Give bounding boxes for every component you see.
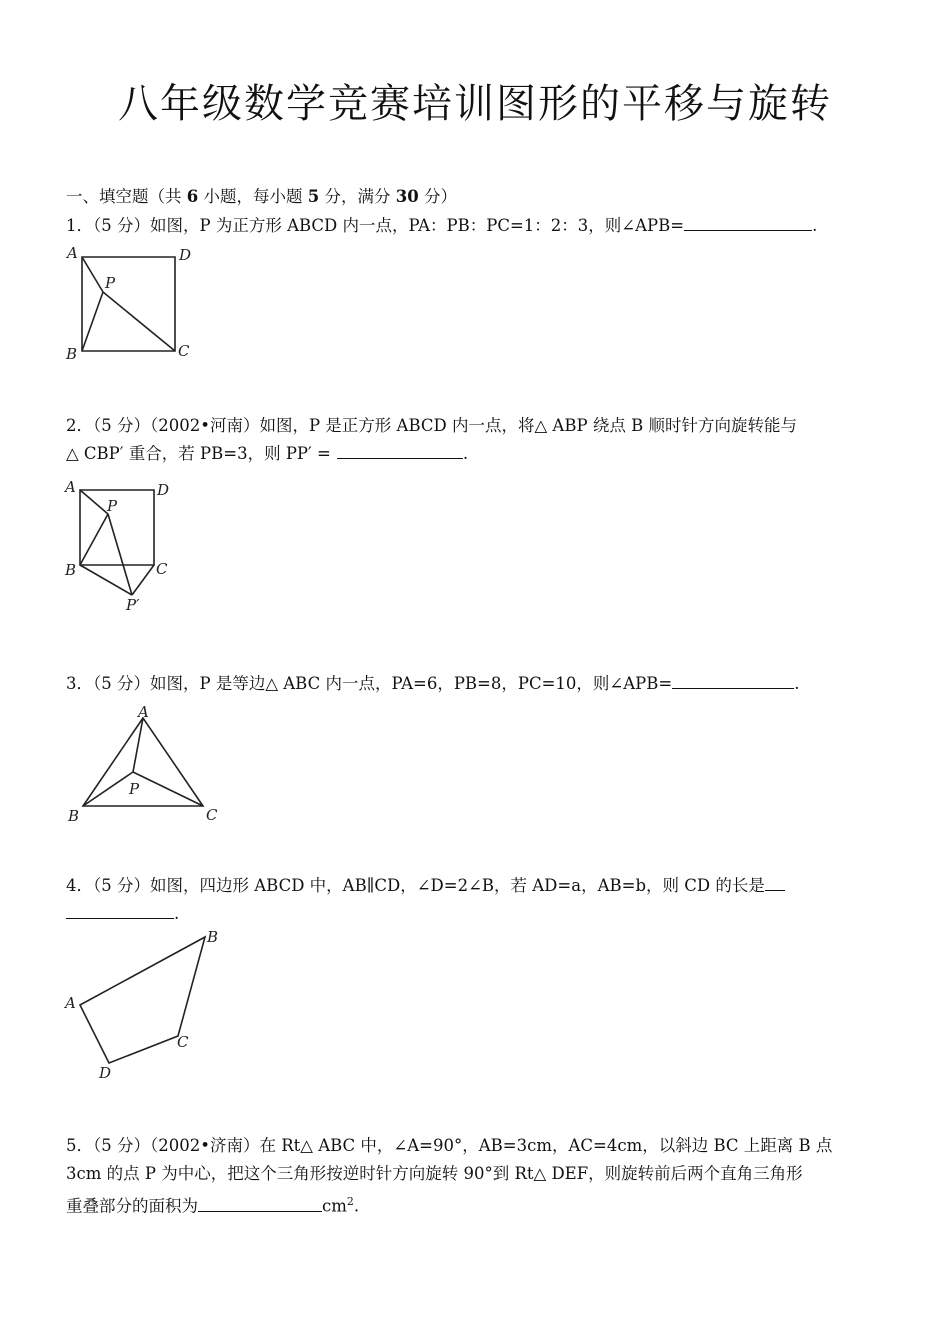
question-2 [66, 412, 886, 468]
segment-pc [103, 292, 175, 351]
unit-exponent: 2 [346, 1195, 354, 1208]
label-b: B [66, 345, 78, 363]
label-b: B [68, 807, 80, 825]
question-2-line-2 [66, 440, 886, 468]
segment-pb [82, 292, 103, 351]
label-b: B [207, 928, 219, 946]
segment-pa [82, 257, 103, 292]
label-a: A [138, 703, 149, 721]
answer-blank-4a[interactable] [765, 872, 785, 891]
answer-blank-3[interactable] [672, 670, 794, 689]
figure-1-square [60, 244, 210, 364]
question-4-end: . [174, 904, 180, 923]
label-c: C [178, 342, 190, 360]
section-mid2: 分，满分 [324, 187, 391, 206]
section-heading [66, 183, 457, 207]
question-2-end: . [462, 444, 469, 463]
page-title: 八年级数学竞赛培训图形的平移与旋转 [118, 81, 832, 127]
question-5-line-3 [66, 1188, 886, 1221]
segment-cp-prime [132, 565, 154, 595]
answer-blank-1[interactable] [684, 212, 812, 231]
figure-3-triangle [60, 700, 230, 830]
unit-cm: cm [322, 1196, 347, 1216]
section-prefix: 一、填空题（共 [66, 187, 182, 206]
answer-blank-2[interactable] [337, 440, 463, 459]
label-d: D [179, 246, 192, 264]
question-4 [66, 872, 886, 928]
label-b: B [65, 561, 77, 579]
figure-4-quadrilateral [60, 924, 240, 1084]
square-abcd [82, 257, 175, 351]
answer-blank-5[interactable] [198, 1193, 322, 1212]
question-3 [66, 670, 886, 698]
question-1-text: 1．（5 分）如图，P 为正方形 ABCD 内一点，PA：PB：PC=1：2：3，则∠APB= [66, 216, 685, 235]
question-1-end: . [812, 216, 818, 235]
question-5-line-2: 3cm 的点 P 为中心，把这个三角形按逆时针方向旋转 90°到 Rt△ DEF，则旋转前后两个直角三角形 [66, 1164, 803, 1183]
question-4-line-1 [66, 872, 886, 900]
question-4-text: 4．（5 分）如图，四边形 ABCD 中，AB∥CD，∠D=2∠B，若 AD=a，AB=b，则 CD 的长是 [66, 876, 765, 895]
section-total: 30 [395, 187, 419, 206]
label-a: A [65, 478, 76, 496]
label-c: C [177, 1033, 189, 1051]
question-5-line-1: 5．（5 分）（2002•济南）在 Rt△ ABC 中，∠A=90°，AB=3cm，AC=4cm，以斜边 BC 上距离 B 点 [66, 1136, 833, 1155]
section-suffix: 分） [423, 187, 457, 206]
segment-pc [133, 772, 203, 806]
section-mid1: 小题，每小题 [203, 187, 303, 206]
question-2-line-1: 2．（5 分）（2002•河南）如图，P 是正方形 ABCD 内一点，将△ ABP 绕点 B 顺时针方向旋转能与 [66, 416, 797, 435]
label-d: D [99, 1064, 112, 1082]
figure-2-rotation [60, 478, 210, 618]
question-5-text: 重叠部分的面积为 [66, 1196, 198, 1216]
label-p-prime: P′ [126, 596, 140, 614]
label-a: A [65, 994, 76, 1012]
segment-pb [83, 772, 133, 806]
segment-pb [80, 514, 108, 565]
question-5 [66, 1132, 886, 1221]
label-d: D [157, 481, 170, 499]
question-3-end: . [794, 674, 800, 693]
segment-pa [80, 490, 108, 514]
section-count: 6 [186, 187, 199, 206]
label-c: C [206, 806, 218, 824]
question-1 [66, 212, 886, 240]
section-points: 5 [307, 187, 320, 206]
label-a: A [67, 244, 78, 262]
answer-blank-4b[interactable] [66, 900, 174, 919]
question-2-text: △ CBP′ 重合，若 PB=3，则 PP′ = [66, 444, 331, 463]
question-3-text: 3．（5 分）如图，P 是等边△ ABC 内一点，PA=6，PB=8，PC=10，则∠APB= [66, 674, 673, 693]
question-5-end: . [353, 1196, 360, 1216]
label-p: P [129, 780, 140, 798]
label-c: C [156, 560, 168, 578]
label-p: P [105, 274, 116, 292]
label-p: P [107, 497, 118, 515]
